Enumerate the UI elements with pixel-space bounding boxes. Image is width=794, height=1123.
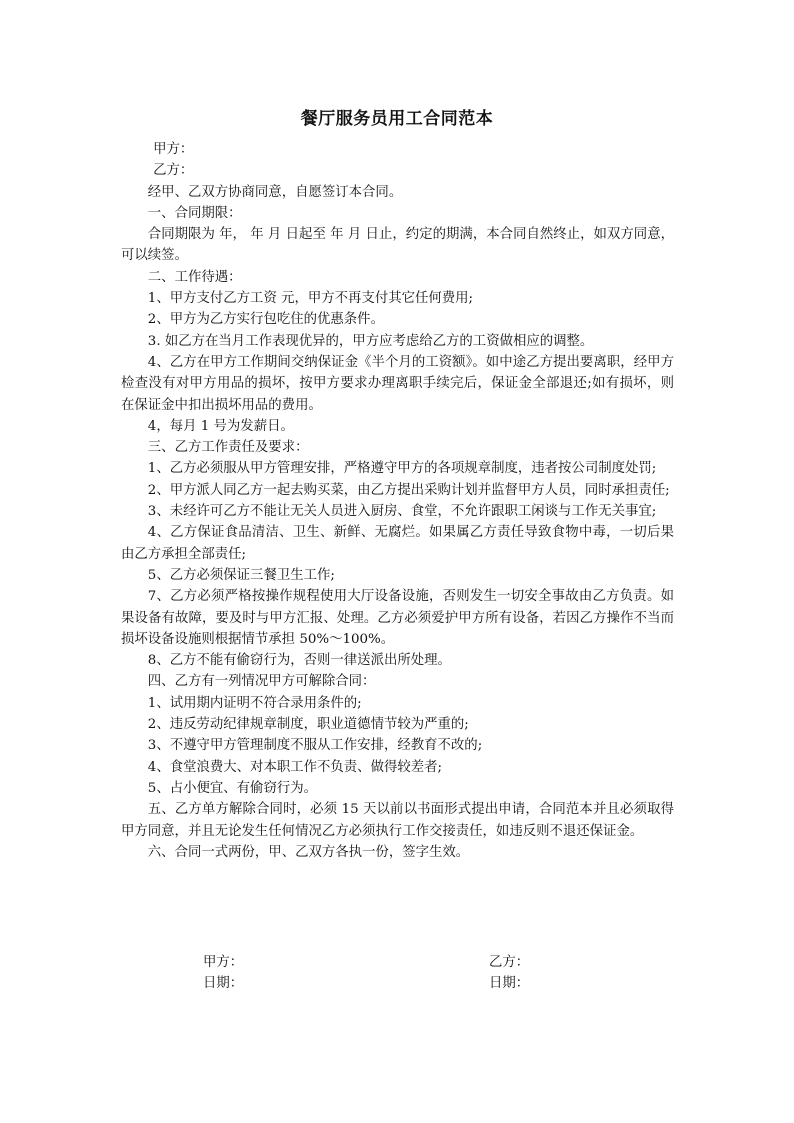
document-title: 餐厅服务员用工合同范本 — [300, 109, 494, 129]
party-b-date-label: 日期： — [489, 976, 530, 992]
section-heading-termination: 四、乙方有一列情况甲方可解除合同： — [147, 674, 376, 690]
section-heading-duties: 三、乙方工作责任及要求： — [147, 440, 309, 456]
section-heading-pay: 二、工作待遇： — [147, 269, 242, 285]
duty-clause-3: 3、未经许可乙方不能让无关人员进入厨房、食堂，不允许跟职工闲谈与工作无关事宜; — [147, 504, 657, 520]
party-b-signature-block — [489, 952, 529, 995]
pay-clause-4: 4、乙方在甲方工作期间交纳保证金《半个月的工资额》。如中途乙方提出要离职，经甲方检查没有对甲方用品的损坏，按甲方要求办理离职手续完后，保证金全部退还;如有损坏，则在保证金中扣出损坏用品的费用。 — [121, 354, 674, 413]
pay-clause-2: 2、甲方为乙方实行包吃住的优惠条件。 — [147, 312, 384, 328]
party-b-signature-label: 乙方： — [489, 955, 530, 970]
intro-paragraph: 经甲、乙双方协商同意，自愿签订本合同。 — [147, 184, 403, 200]
pay-clause-1: 1、甲方支付乙方工资 元，甲方不再支付其它任何费用; — [147, 291, 474, 307]
termination-clause-4: 4、食堂浪费大、对本职工作不负责、做得较差者; — [147, 759, 443, 775]
duty-clause-1: 1、乙方必须服从甲方管理安排，严格遵守甲方的各项规章制度，违者按公司制度处罚; — [147, 461, 657, 477]
term-paragraph: 合同期限为 年， 年 月 日起至 年 月 日止，约定的期满，本合同自然终止，如双方同意，可以续签。 — [121, 227, 674, 264]
unilateral-termination-paragraph: 五、乙方单方解除合同时，必须 15 天以前以书面形式提出申请，合同范本并且必须取得甲方同意，并且无论发生任何情况乙方必须执行工作交接责任，如违反则不退还保证金。 — [121, 802, 674, 839]
termination-clause-2: 2、违反劳动纪律规章制度，职业道德情节较为严重的; — [147, 717, 469, 733]
party-a-line: 甲方： — [153, 142, 194, 157]
duty-clause-7: 7、乙方必须严格按操作规程使用大厅设备设施，否则发生一切安全事故由乙方负责。如果设备有故障，要及时与甲方汇报、处理。乙方必须爱护甲方所有设备，若因乙方操作不当而损坏设备设施则根据情节承担 50%～100%。 — [121, 589, 674, 647]
contract-body — [121, 139, 674, 863]
pay-clause-5: 4，每月 1 号为发薪日。 — [147, 418, 294, 434]
duty-clause-8: 8、乙方不能有偷窃行为，否则一律送派出所处理。 — [147, 653, 451, 669]
party-a-signature-block — [203, 952, 243, 995]
pay-clause-3: 3. 如乙方在当月工作表现优异的，甲方应考虑给乙方的工资做相应的调整。 — [147, 333, 594, 349]
party-b-line: 乙方： — [153, 163, 194, 179]
party-a-signature-label: 甲方： — [203, 955, 244, 970]
copies-paragraph: 六、合同一式两份，甲、乙双方各执一份，签字生效。 — [147, 844, 470, 860]
section-heading-term: 一、合同期限： — [147, 205, 242, 221]
termination-clause-5: 5、占小便宜、有偷窃行为。 — [147, 780, 318, 796]
termination-clause-3: 3、不遵守甲方管理制度不服从工作安排，经教育不改的; — [147, 738, 483, 754]
duty-clause-5: 5、乙方必须保证三餐卫生工作; — [147, 567, 335, 583]
duty-clause-2: 2、甲方派人同乙方一起去购买菜，由乙方提出采购计划并监督甲方人员，同时承担责任; — [147, 482, 670, 498]
termination-clause-1: 1、试用期内证明不符合录用条件的; — [147, 695, 362, 711]
duty-clause-4: 4、乙方保证食品清洁、卫生、新鲜、无腐烂。如果属乙方责任导致食物中毒，一切后果由乙方承担全部责任; — [121, 525, 674, 562]
party-a-date-label: 日期： — [203, 976, 244, 992]
